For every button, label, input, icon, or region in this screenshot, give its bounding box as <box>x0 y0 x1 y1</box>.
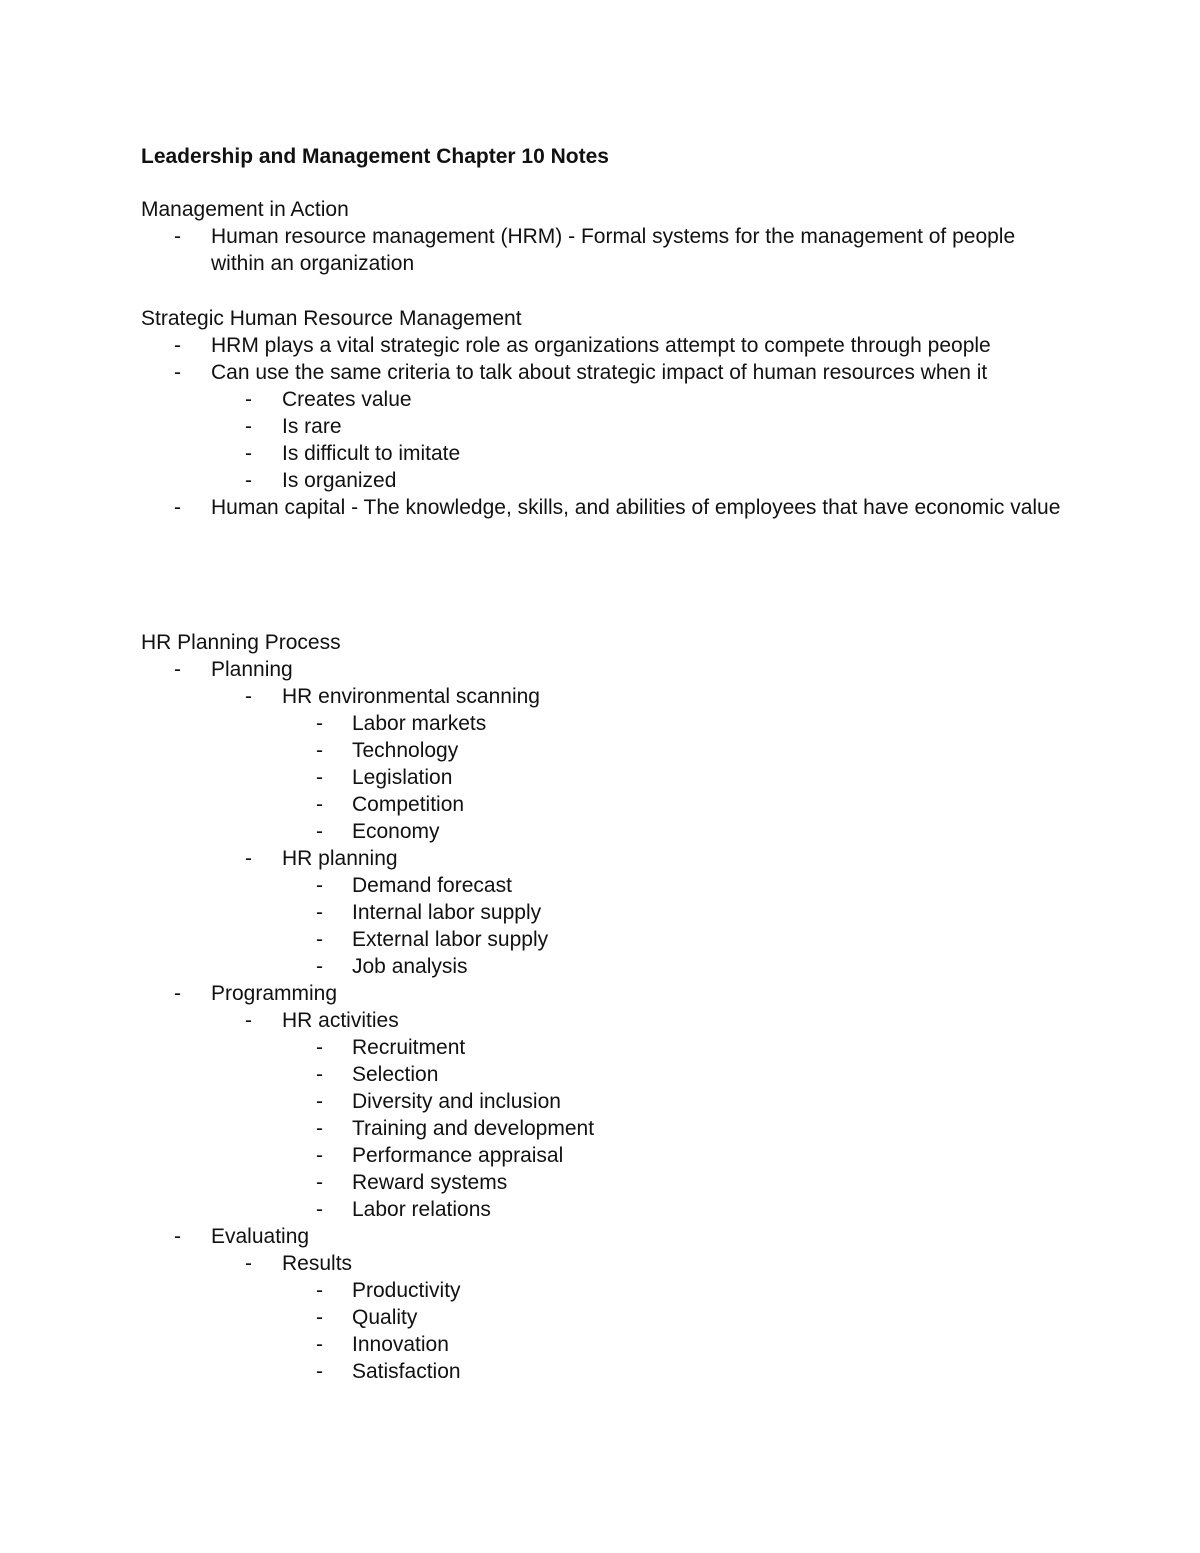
section-heading: HR Planning Process <box>141 631 341 654</box>
list-item-text: Competition <box>352 793 465 816</box>
list-item-text: Demand forecast <box>352 874 512 897</box>
list-item <box>141 413 1061 440</box>
list-item <box>141 1088 1061 1115</box>
dash-bullet: - <box>174 225 181 248</box>
list-item-text: Internal labor supply <box>352 901 542 924</box>
dash-bullet: - <box>174 658 181 681</box>
list-item-text: Creates value <box>282 388 412 411</box>
list-item-text: Evaluating <box>211 1225 310 1248</box>
list-item-text: Is organized <box>282 469 397 492</box>
list-item <box>141 359 1061 386</box>
list-item <box>141 1196 1061 1223</box>
list-item-text: Quality <box>352 1306 418 1329</box>
list-item-text: Economy <box>352 820 440 843</box>
list-item <box>141 440 1061 467</box>
list-item-text: Performance appraisal <box>352 1144 564 1167</box>
list-item-text: Legislation <box>352 766 453 789</box>
dash-bullet: - <box>316 1279 323 1302</box>
list-item <box>141 683 1061 710</box>
dash-bullet: - <box>316 712 323 735</box>
list-item <box>141 1250 1061 1277</box>
list-item <box>141 1007 1061 1034</box>
list-item-text: Is difficult to imitate <box>282 442 461 465</box>
dash-bullet: - <box>245 685 252 708</box>
list-item <box>141 223 1061 277</box>
list-item <box>141 386 1061 413</box>
dash-bullet: - <box>174 1225 181 1248</box>
dash-bullet: - <box>316 1144 323 1167</box>
list-item <box>141 710 1061 737</box>
dash-bullet: - <box>245 415 252 438</box>
dash-bullet: - <box>174 334 181 357</box>
section-heading: Management in Action <box>141 198 349 221</box>
dash-bullet: - <box>245 1009 252 1032</box>
dash-bullet: - <box>174 496 181 519</box>
list-item-text: HR environmental scanning <box>282 685 540 708</box>
list-item-text: Human resource management (HRM) - Formal systems for the management of people within an organization <box>211 225 1016 275</box>
dash-bullet: - <box>245 442 252 465</box>
list-item <box>141 764 1061 791</box>
list-item <box>141 953 1061 980</box>
list-item-text: Job analysis <box>352 955 468 978</box>
list-item <box>141 1142 1061 1169</box>
list-item <box>141 467 1061 494</box>
dash-bullet: - <box>316 1333 323 1356</box>
list-item <box>141 818 1061 845</box>
list-item <box>141 1277 1061 1304</box>
list-item-text: HR planning <box>282 847 398 870</box>
list-item-text: HR activities <box>282 1009 399 1032</box>
list-item <box>141 1358 1061 1385</box>
document-title: Leadership and Management Chapter 10 Notes <box>141 145 609 168</box>
list-item-text: Human capital - The knowledge, skills, and abilities of employees that have economic value <box>211 496 1061 519</box>
dash-bullet: - <box>316 1306 323 1329</box>
section-hr-planning-process <box>141 629 1061 1385</box>
list-item <box>141 1304 1061 1331</box>
list-item-text: Results <box>282 1252 353 1275</box>
list-item <box>141 737 1061 764</box>
list-item-text: Selection <box>352 1063 439 1086</box>
dash-bullet: - <box>174 361 181 384</box>
list-item-text: Labor relations <box>352 1198 491 1221</box>
dash-bullet: - <box>316 793 323 816</box>
list-item <box>141 791 1061 818</box>
list-item <box>141 1115 1061 1142</box>
list-item <box>141 926 1061 953</box>
list-item <box>141 1331 1061 1358</box>
dash-bullet: - <box>316 928 323 951</box>
list-item-text: Training and development <box>352 1117 595 1140</box>
dash-bullet: - <box>316 820 323 843</box>
list-item <box>141 494 1061 521</box>
list-item-text: Planning <box>211 658 293 681</box>
list-item <box>141 1034 1061 1061</box>
dash-bullet: - <box>316 874 323 897</box>
dash-bullet: - <box>245 469 252 492</box>
dash-bullet: - <box>316 1036 323 1059</box>
dash-bullet: - <box>245 847 252 870</box>
list-item <box>141 332 1061 359</box>
dash-bullet: - <box>316 1063 323 1086</box>
list-item <box>141 980 1061 1007</box>
dash-bullet: - <box>316 1117 323 1140</box>
section-heading: Strategic Human Resource Management <box>141 307 522 330</box>
list-item-text: Productivity <box>352 1279 461 1302</box>
dash-bullet: - <box>316 739 323 762</box>
list-item-text: Recruitment <box>352 1036 466 1059</box>
list-item-text: Programming <box>211 982 338 1005</box>
list-item-text: Labor markets <box>352 712 487 735</box>
dash-bullet: - <box>245 388 252 411</box>
list-item-text: Satisfaction <box>352 1360 461 1383</box>
list-item <box>141 845 1061 872</box>
dash-bullet: - <box>316 1198 323 1221</box>
list-item-text: Diversity and inclusion <box>352 1090 561 1113</box>
list-item <box>141 1169 1061 1196</box>
list-item <box>141 899 1061 926</box>
dash-bullet: - <box>316 1171 323 1194</box>
list-item <box>141 656 1061 683</box>
dash-bullet: - <box>316 766 323 789</box>
list-item-text: Technology <box>352 739 459 762</box>
list-item-text: Innovation <box>352 1333 449 1356</box>
dash-bullet: - <box>316 901 323 924</box>
list-item <box>141 1223 1061 1250</box>
list-item-text: External labor supply <box>352 928 549 951</box>
dash-bullet: - <box>316 955 323 978</box>
dash-bullet: - <box>316 1360 323 1383</box>
list-item-text: HRM plays a vital strategic role as organizations attempt to compete through people <box>211 334 991 357</box>
list-item-text: Is rare <box>282 415 342 438</box>
list-item-text: Can use the same criteria to talk about strategic impact of human resources when it <box>211 361 988 384</box>
list-item-text: Reward systems <box>352 1171 508 1194</box>
section-strategic-hrm <box>141 305 1061 521</box>
dash-bullet: - <box>174 982 181 1005</box>
list-item <box>141 872 1061 899</box>
dash-bullet: - <box>245 1252 252 1275</box>
section-management-in-action <box>141 196 1061 277</box>
dash-bullet: - <box>316 1090 323 1113</box>
list-item <box>141 1061 1061 1088</box>
